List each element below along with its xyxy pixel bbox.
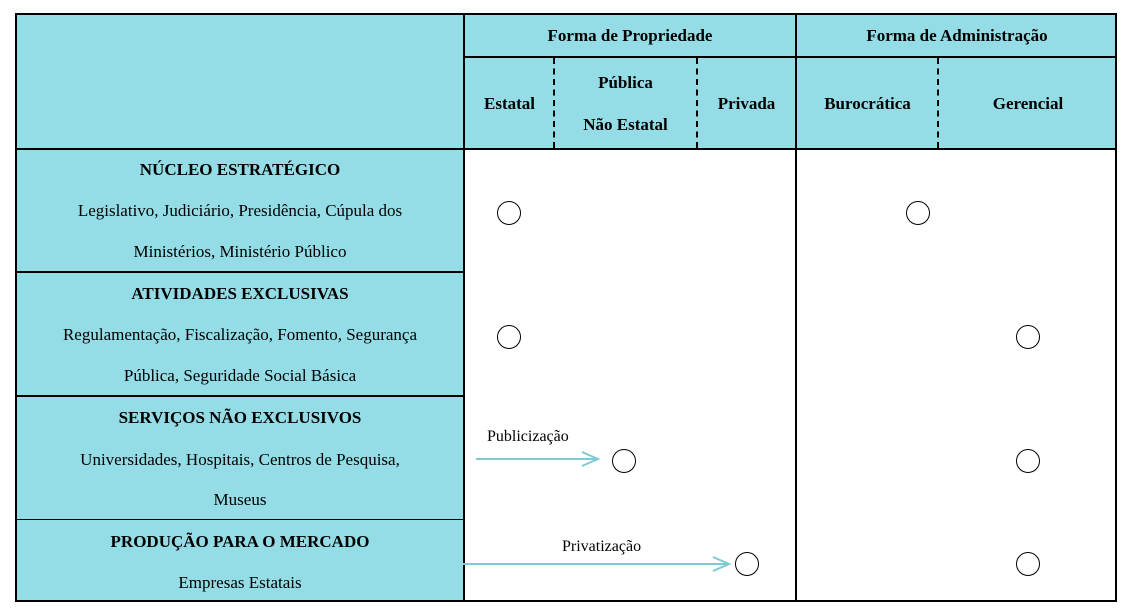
row-divider-2 [15, 395, 465, 397]
col-burocratica: Burocrática [824, 94, 911, 113]
publicizacao-arrow [474, 450, 604, 470]
administration-group-header: Forma de Administração [866, 26, 1048, 45]
marker-producao-privada [735, 552, 759, 576]
row-desc-producao-1: Empresas Estatais [178, 573, 302, 592]
row-title-atividades: ATIVIDADES EXCLUSIVAS [131, 284, 349, 303]
col-privada: Privada [717, 94, 776, 113]
ownership-group-header: Forma de Propriedade [547, 26, 713, 45]
row-desc-nucleo-2: Ministérios, Ministério Público [133, 242, 347, 261]
row-title-producao: PRODUÇÃO PARA O MERCADO [110, 532, 370, 551]
row-desc-atividades-2: Pública, Seguridade Social Básica [123, 366, 357, 385]
row-title-nucleo: NÚCLEO ESTRATÉGICO [139, 160, 341, 179]
marker-atividades-gerencial [1016, 325, 1040, 349]
row-divider-1 [15, 271, 465, 273]
col-publica-line1: Pública [598, 73, 653, 92]
marker-producao-gerencial [1016, 552, 1040, 576]
header-bottom-line [15, 148, 1117, 150]
col-publica-line2: Não Estatal [583, 115, 668, 134]
col-gerencial: Gerencial [992, 94, 1064, 113]
marker-nucleo-estatal [497, 201, 521, 225]
privatizacao-label: Privatização [562, 538, 642, 555]
col-estatal: Estatal [484, 94, 535, 113]
row-desc-nucleo-1: Legislativo, Judiciário, Presidência, Cúpula dos [77, 201, 403, 220]
publicizacao-label: Publicização [487, 428, 569, 445]
marker-servicos-gerencial [1016, 449, 1040, 473]
marker-nucleo-burocratica [906, 201, 930, 225]
row-desc-servicos-2: Museus [213, 490, 267, 509]
marker-servicos-publica [612, 449, 636, 473]
marker-atividades-estatal [497, 325, 521, 349]
row-desc-servicos-1: Universidades, Hospitais, Centros de Pesquisa, [80, 450, 400, 469]
row-desc-atividades-1: Regulamentação, Fiscalização, Fomento, Segurança [62, 325, 418, 344]
row-divider-3 [15, 519, 465, 520]
row-title-servicos: SERVIÇOS NÃO EXCLUSIVOS [118, 408, 362, 427]
privatizacao-arrow [463, 555, 735, 575]
header-divider [464, 56, 1117, 58]
